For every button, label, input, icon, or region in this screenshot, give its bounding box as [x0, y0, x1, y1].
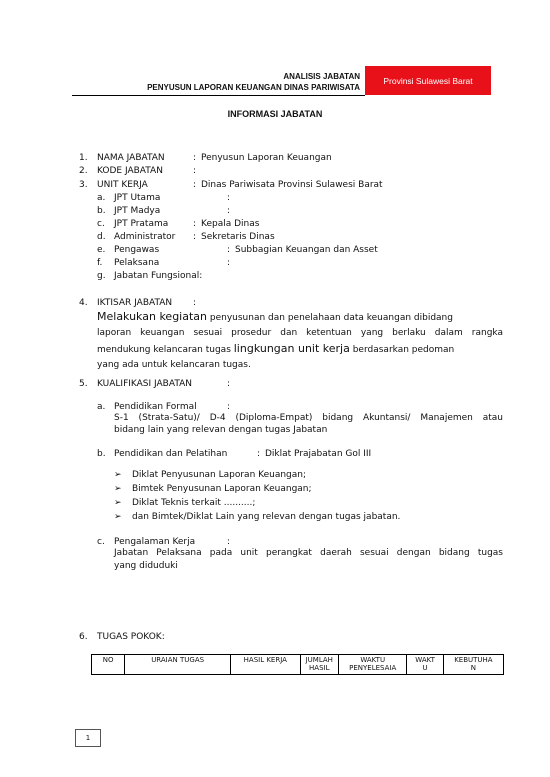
- field-separator: :: [227, 258, 231, 268]
- unit-label-jabatan-fungsional: Jabatan Fungsional:: [114, 271, 203, 281]
- header-doc-type: ANALISIS JABATAN: [283, 72, 360, 81]
- unit-value-administrator: Sekretaris Dinas: [201, 232, 275, 242]
- column-header-uraian-tugas: URAIAN TUGAS: [125, 655, 231, 675]
- bullet-item: Diklat Penyusunan Laporan Keuangan;: [132, 470, 307, 480]
- column-header-waktu-penyelesaian: WAKTU PENYELESAIA: [338, 655, 406, 675]
- sub-letter: b.: [97, 449, 106, 459]
- iktisar-line3a: mendukung kelancaran tugas: [97, 345, 234, 355]
- bullet-item: Bimtek Penyusunan Laporan Keuangan;: [132, 484, 312, 494]
- sub-letter: f.: [97, 258, 103, 268]
- label-pengalaman-kerja: Pengalaman Kerja: [114, 537, 196, 547]
- unit-value-pengawas: Subbagian Keuangan dan Asset: [235, 245, 378, 255]
- arrow-bullet-icon: ➢: [114, 498, 122, 508]
- field-separator: :: [227, 402, 231, 412]
- iktisar-line4: yang ada untuk kelancaran tugas.: [97, 360, 251, 370]
- section-number: 1.: [79, 153, 88, 163]
- field-value-nama-jabatan: Penyusun Laporan Keuangan: [201, 153, 332, 163]
- section-number: 6.: [79, 632, 88, 642]
- field-label-nama-jabatan: NAMA JABATAN: [97, 153, 165, 163]
- section-number: 4.: [79, 298, 88, 308]
- unit-label-pelaksana: Pelaksana: [114, 258, 160, 268]
- province-badge: Provinsi Sulawesi Barat: [365, 66, 491, 95]
- field-separator: :: [193, 298, 197, 308]
- sub-letter: b.: [97, 206, 106, 216]
- field-separator: :: [227, 245, 231, 255]
- field-separator: :: [193, 232, 197, 242]
- arrow-bullet-icon: ➢: [114, 512, 122, 522]
- page-title: INFORMASI JABATAN: [227, 109, 323, 119]
- pendidikan-formal-line1: S-1 (Strata-Satu)/ D-4 (Diploma-Empat) bidang Akuntansi/ Manajemen atau: [114, 413, 503, 423]
- pendidikan-formal-line2: bidang lain yang relevan dengan tugas Jabatan: [114, 425, 328, 435]
- column-header-hasil-kerja: HASIL KERJA: [231, 655, 301, 675]
- unit-label-administrator: Administrator: [114, 232, 176, 242]
- arrow-bullet-icon: ➢: [114, 470, 122, 480]
- field-label-kode-jabatan: KODE JABATAN: [97, 166, 163, 176]
- sub-letter: d.: [97, 232, 106, 242]
- field-value-unit-kerja: Dinas Pariwisata Provinsi Sulawesi Barat: [201, 180, 383, 190]
- bullet-item: Diklat Teknis terkait ..........;: [132, 498, 256, 508]
- section-number: 2.: [79, 166, 88, 176]
- field-separator: :: [193, 219, 197, 229]
- pengalaman-line1: Jabatan Pelaksana pada unit perangkat daerah sesuai dengan bidang tugas: [114, 548, 503, 558]
- unit-label-jpt-madya: JPT Madya: [114, 206, 161, 216]
- column-header-no: NO: [92, 655, 125, 675]
- field-separator: :: [227, 193, 231, 203]
- sub-letter: a.: [97, 193, 106, 203]
- field-separator: :: [227, 206, 231, 216]
- field-separator: :: [227, 537, 231, 547]
- arrow-bullet-icon: ➢: [114, 484, 122, 494]
- field-label-unit-kerja: UNIT KERJA: [97, 180, 148, 190]
- field-label-kualifikasi: KUALIFIKASI JABATAN: [97, 379, 193, 389]
- field-separator: :: [193, 153, 197, 163]
- sub-letter: e.: [97, 245, 106, 255]
- field-separator: :: [227, 379, 231, 389]
- page-number: 1: [75, 729, 101, 747]
- iktisar-emphasis: Melakukan kegiatan: [97, 310, 207, 323]
- field-label-iktisar: IKTISAR JABATAN: [97, 298, 173, 308]
- section-number: 3.: [79, 180, 88, 190]
- unit-value-jpt-pratama: Kepala Dinas: [201, 219, 260, 229]
- label-pendidikan-pelatihan: Pendidikan dan Pelatihan: [114, 449, 228, 459]
- header-position: PENYUSUN LAPORAN KEUANGAN DINAS PARIWISATA: [147, 83, 360, 92]
- table-header-row: [92, 655, 504, 675]
- unit-label-jpt-pratama: JPT Pratama: [114, 219, 169, 229]
- field-separator: :: [193, 180, 197, 190]
- iktisar-line2: laporan keuangan sesuai prosedur dan ketentuan yang berlaku dalam rangka: [97, 328, 503, 338]
- tugas-pokok-table: [91, 654, 504, 675]
- column-header-jumlah-hasil: JUMLAH HASIL: [300, 655, 338, 675]
- iktisar-line3c: berdasarkan pedoman: [349, 345, 455, 355]
- header-divider: [72, 95, 365, 96]
- field-separator: :: [257, 449, 261, 459]
- sub-letter: a.: [97, 402, 106, 412]
- label-pendidikan-formal: Pendidikan Formal: [114, 402, 197, 412]
- sub-letter: c.: [97, 219, 105, 229]
- iktisar-line1: penyusunan dan penelahaan data keuangan dibidang: [207, 313, 453, 323]
- field-label-tugas-pokok: TUGAS POKOK:: [97, 632, 165, 642]
- sub-letter: g.: [97, 271, 106, 281]
- iktisar-emphasis: lingkungan unit kerja: [233, 342, 350, 355]
- section-number: 5.: [79, 379, 88, 389]
- unit-label-jpt-utama: JPT Utama: [114, 193, 161, 203]
- unit-label-pengawas: Pengawas: [114, 245, 160, 255]
- sub-letter: c.: [97, 537, 105, 547]
- value-pendidikan-pelatihan: Diklat Prajabatan Gol III: [265, 449, 372, 459]
- pengalaman-line2: yang diduduki: [114, 561, 178, 571]
- bullet-item: dan Bimtek/Diklat Lain yang relevan dengan tugas jabatan.: [132, 512, 401, 522]
- column-header-waktu: WAKT U: [407, 655, 443, 675]
- iktisar-paragraph: [97, 309, 503, 373]
- column-header-kebutuhan: KEBUTUHA N: [443, 655, 503, 675]
- field-separator: :: [193, 166, 197, 176]
